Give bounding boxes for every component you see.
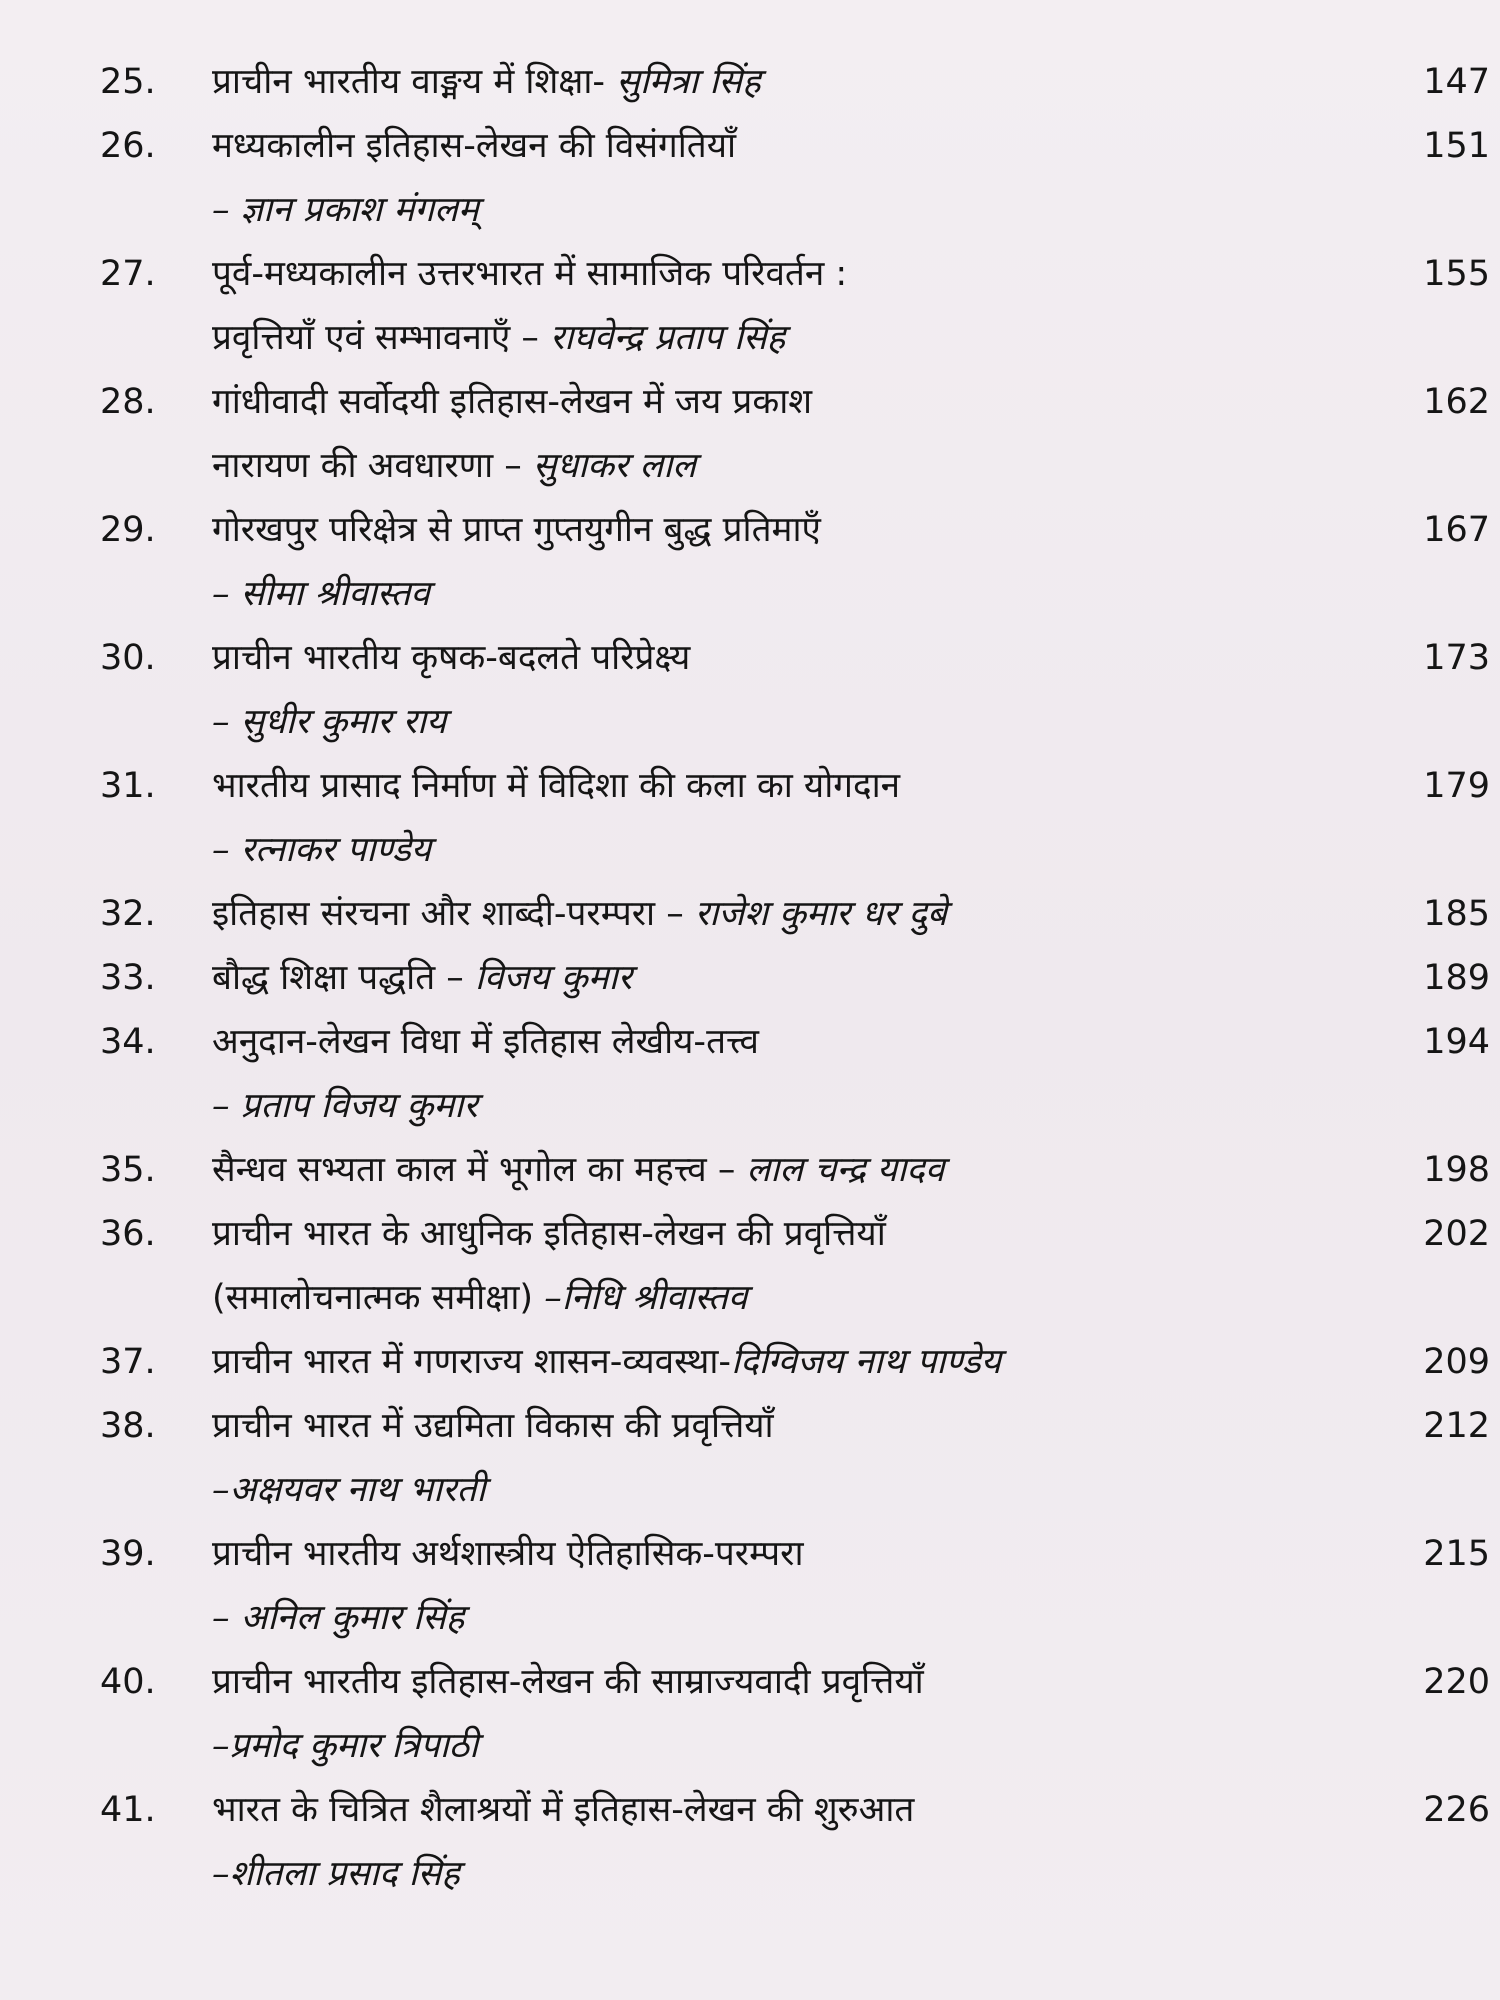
toc-entry	[100, 114, 1495, 242]
author-name: दिग्विजय नाथ पाण्डेय	[731, 1342, 1002, 1382]
entry-number: 37.	[100, 1342, 156, 1382]
entry-title	[212, 1330, 1001, 1394]
page-number: 155	[1423, 254, 1490, 294]
toc-entry	[100, 1394, 1495, 1522]
author-name: लाल चन्द्र यादव	[746, 1150, 945, 1190]
entry-title	[212, 1138, 944, 1202]
page-number: 209	[1423, 1342, 1490, 1382]
page-number: 202	[1423, 1214, 1490, 1254]
toc-line	[100, 370, 1495, 434]
author-name: –निधि श्रीवास्तव	[544, 1278, 748, 1318]
toc-entry	[100, 242, 1495, 370]
toc-line	[100, 1330, 1495, 1394]
toc-line	[100, 690, 1495, 754]
author-name: सुधाकर लाल	[532, 446, 697, 486]
toc-line	[100, 114, 1495, 178]
page-number: 189	[1423, 958, 1490, 998]
author-name: – सुधीर कुमार राय	[212, 702, 447, 742]
toc-entry	[100, 626, 1495, 754]
title-text: नारायण की अवधारणा –	[212, 446, 533, 486]
toc-line	[100, 242, 1495, 306]
author-name: राघवेन्द्र प्रताप सिंह	[549, 318, 786, 358]
entry-title: प्राचीन भारतीय कृषक-बदलते परिप्रेक्ष्य	[212, 638, 691, 678]
author-name: राजेश कुमार धर दुबे	[694, 894, 948, 934]
entry-title	[212, 882, 947, 946]
entry-title: प्राचीन भारत के आधुनिक इतिहास-लेखन की प्रवृत्तियाँ	[212, 1214, 886, 1254]
author-name: सुमित्रा सिंह	[605, 62, 761, 102]
author-name: – अनिल कुमार सिंह	[212, 1598, 465, 1638]
entry-title: प्राचीन भारत में उद्यमिता विकास की प्रवृत्तियाँ	[212, 1406, 774, 1446]
entry-number: 27.	[100, 254, 156, 294]
toc-line	[100, 50, 1495, 114]
entry-title: भारतीय प्रासाद निर्माण में विदिशा की कला का योगदान	[212, 766, 901, 806]
title-text: इतिहास संरचना और शाब्दी-परम्परा –	[212, 894, 695, 934]
entry-title-cont	[212, 1266, 747, 1330]
toc-line	[100, 1010, 1495, 1074]
author-name: – ज्ञान प्रकाश मंगलम्	[212, 190, 479, 230]
toc-entry	[100, 1138, 1495, 1202]
page-number: 215	[1423, 1534, 1490, 1574]
toc-entry	[100, 1010, 1495, 1138]
title-text: सैन्धव सभ्यता काल में भूगोल का महत्त्व –	[212, 1150, 747, 1190]
toc-line	[100, 306, 1495, 370]
entry-number: 39.	[100, 1534, 156, 1574]
entry-number: 25.	[100, 62, 156, 102]
author-name: –अक्षयवर नाथ भारती	[212, 1470, 486, 1510]
page-number: 212	[1423, 1406, 1490, 1446]
page-number: 185	[1423, 894, 1490, 934]
entry-title: भारत के चित्रित शैलाश्रयों में इतिहास-लेखन की शुरुआत	[212, 1790, 915, 1830]
entry-number: 36.	[100, 1214, 156, 1254]
title-text: प्राचीन भारत में गणराज्य शासन-व्यवस्था-	[212, 1342, 732, 1382]
toc-entry	[100, 1778, 1495, 1906]
toc-entry	[100, 946, 1495, 1010]
page-number: 198	[1423, 1150, 1490, 1190]
entry-number: 30.	[100, 638, 156, 678]
toc-entry	[100, 1330, 1495, 1394]
toc-line	[100, 1458, 1495, 1522]
entry-number: 34.	[100, 1022, 156, 1062]
toc-line	[100, 1778, 1495, 1842]
toc-line	[100, 1650, 1495, 1714]
entry-number: 33.	[100, 958, 156, 998]
toc-line	[100, 882, 1495, 946]
toc-entry	[100, 370, 1495, 498]
toc-line	[100, 1586, 1495, 1650]
entry-number: 35.	[100, 1150, 156, 1190]
toc-line	[100, 1842, 1495, 1906]
toc-entry	[100, 882, 1495, 946]
entry-title: प्राचीन भारतीय अर्थशास्त्रीय ऐतिहासिक-परम्परा	[212, 1534, 804, 1574]
page-number: 194	[1423, 1022, 1490, 1062]
author-name: –प्रमोद कुमार त्रिपाठी	[212, 1726, 479, 1766]
entry-title-cont	[212, 434, 696, 498]
entry-title: गांधीवादी सर्वोदयी इतिहास-लेखन में जय प्रकाश	[212, 382, 813, 422]
author-name: – रत्नाकर पाण्डेय	[212, 830, 432, 870]
toc-line	[100, 1394, 1495, 1458]
toc-line	[100, 434, 1495, 498]
author-name: –शीतला प्रसाद सिंह	[212, 1854, 460, 1894]
toc-line	[100, 626, 1495, 690]
toc-line	[100, 946, 1495, 1010]
toc-entry	[100, 498, 1495, 626]
entry-title: मध्यकालीन इतिहास-लेखन की विसंगतियाँ	[212, 126, 737, 166]
entry-title: पूर्व-मध्यकालीन उत्तरभारत में सामाजिक परिवर्तन :	[212, 254, 848, 294]
page-number: 151	[1423, 126, 1490, 166]
entry-title	[212, 50, 761, 114]
toc-line	[100, 178, 1495, 242]
title-text: बौद्ध शिक्षा पद्धति –	[212, 958, 475, 998]
toc-line	[100, 498, 1495, 562]
toc-line	[100, 1202, 1495, 1266]
page-number: 226	[1423, 1790, 1490, 1830]
entry-title: प्राचीन भारतीय इतिहास-लेखन की साम्राज्यवादी प्रवृत्तियाँ	[212, 1662, 924, 1702]
entry-number: 28.	[100, 382, 156, 422]
entry-number: 26.	[100, 126, 156, 166]
page-number: 167	[1423, 510, 1490, 550]
author-name: – सीमा श्रीवास्तव	[212, 574, 430, 614]
entry-number: 32.	[100, 894, 156, 934]
toc-line	[100, 1714, 1495, 1778]
page-number: 220	[1423, 1662, 1490, 1702]
toc-entry	[100, 754, 1495, 882]
entry-number: 41.	[100, 1790, 156, 1830]
entry-title: गोरखपुर परिक्षेत्र से प्राप्त गुप्तयुगीन बुद्ध प्रतिमाएँ	[212, 510, 821, 550]
title-text: (समालोचनात्मक समीक्षा)	[212, 1278, 545, 1318]
page-number: 173	[1423, 638, 1490, 678]
entry-number: 31.	[100, 766, 156, 806]
entry-title-cont	[212, 306, 785, 370]
page-number: 179	[1423, 766, 1490, 806]
table-of-contents	[100, 50, 1495, 1906]
toc-line	[100, 562, 1495, 626]
page-number: 162	[1423, 382, 1490, 422]
entry-title	[212, 946, 632, 1010]
toc-entry	[100, 50, 1495, 114]
title-text: प्राचीन भारतीय वाङ्मय में शिक्षा-	[212, 62, 606, 102]
toc-entry	[100, 1202, 1495, 1330]
author-name: विजय कुमार	[474, 958, 633, 998]
toc-line	[100, 1522, 1495, 1586]
entry-number: 38.	[100, 1406, 156, 1446]
entry-number: 40.	[100, 1662, 156, 1702]
toc-line	[100, 754, 1495, 818]
toc-entry	[100, 1650, 1495, 1778]
entry-number: 29.	[100, 510, 156, 550]
title-text: प्रवृत्तियाँ एवं सम्भावनाएँ –	[212, 318, 550, 358]
toc-line	[100, 818, 1495, 882]
toc-entry	[100, 1522, 1495, 1650]
toc-line	[100, 1138, 1495, 1202]
page-number: 147	[1423, 62, 1490, 102]
toc-line	[100, 1074, 1495, 1138]
entry-title: अनुदान-लेखन विधा में इतिहास लेखीय-तत्त्व	[212, 1022, 759, 1062]
toc-line	[100, 1266, 1495, 1330]
author-name: – प्रताप विजय कुमार	[212, 1086, 478, 1126]
